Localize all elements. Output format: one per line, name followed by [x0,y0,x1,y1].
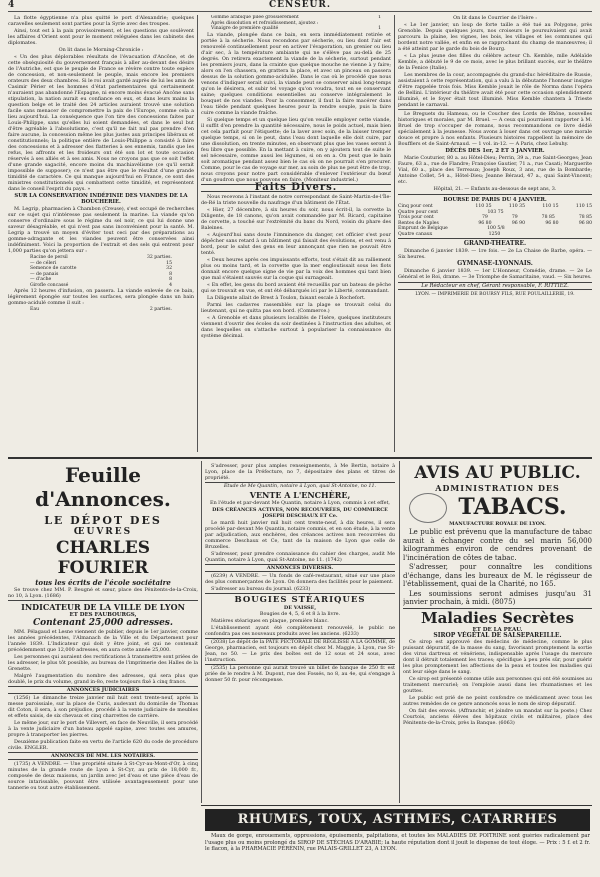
recipe-row: — d'ache 8 [30,277,172,282]
theatre-heading: GYMNASE-LYONNAIS. [457,260,533,267]
rhumes-text [205,833,590,869]
ads-column-right [403,463,592,803]
feuille-annonces-banner: Feuille d'Annonces. [35,463,171,511]
paragraph: MANUFACTURE ROYALE DE LYON. [449,521,546,527]
recipe-list [201,15,391,32]
ads-column-middle [205,463,395,803]
paragraph: « A Grenoble et dans plusieurs localités de l'Isère, quelques instituteurs viennent d'ouvrir des écoles du soir destinées à l'instruction des adultes, et dans lesquelles on s'attache surtout à populariser la connaissance du système décimal. [201,314,391,339]
paragraph: Le même jour, sur le port de Villevert, en face de Neuville, il sera procédé à la vente judiciaire d'un bateau appelé sapine, avec toutes ses amures, propre à transporter les pierres. [8,720,198,738]
paragraph: S'adresser, pour connaître les conditions d'échange, dans les bureaux de M. le régisseur de l'établissement, quai de la Charité, no 165. [403,563,592,588]
recipe-row: Après dissolution et refroidissement, ajoutez : [211,20,319,26]
paragraph: Bougies de 4, 5, 6 et 8 à la livre. [259,611,341,617]
paragraph: Se trouve chez MM. P. Beugné et sœur, place des Pénitents-de-la-Croix, no 10, à Lyon. (1686) [8,587,198,599]
paragraph: Étude de Me Quantin, notaire à Lyon, quai St-Antoine, no 11. [205,482,395,489]
paragraph: Dimanche 6 janvier 1839. — 1er L'Honneur, Comédie, drame. — 2e Le Général et le Roi, drame. — 3e Triomphe de Samaritaine, vaud. — Six heures. [398,268,592,280]
paragraph: (2038) Le dépôt de la PÂTE PECTORALE DE RÉGLISSE A LA GOMME, de George, pharmacien, est toujours en dépôt chez M. Maggie, à Lyon, rue St-Jean, no 50. — Le prix des boîtes est de 12 sous et 24 sous, avec l'instruction. [205,639,395,663]
paragraph: « Un des plus déplorables résultats de l'évacuation d'Ancône, et de cette obséquiosité du gouvernement français à aller au-devant des désirs de l'Autriche, est que le peuple de France se révère contre toute espèce de concession, et non-seulement le peuple, mais encore les premiers orateurs des deux chambres. Si le roi avait gardé auprès de lui les amis de Casimir Périer et les hommes d'état parlementaires qui certainement n'auraient pas abandonné l'Espagne, ni encore moins évacué Ancône sans stipulation, la nation aurait eu confiance en eux, et dans leurs mains la question belge et le traité des 24 articles auraient trouvé une solution facile sans menacer de compromettre la paix de l'Europe, comme cela a lieu aujourd'hui. La conséquence que l'on tire des concessions faites par Louis-Philippe, sans qu'elles lui soient demandées, et dans le seul but d'être agréable à l'absolutisme, c'est qu'il ne fait nul pas prendre d'en faire aucune, la concession même les plus justes aux principes libéraux et constitutionnels; la politique entière de Louis-Philippe a consisté à faire des concessions et à adresser des flatteries à ses ennemis, tandis que les refus, les affronts et les froideurs ont été son lot et toute occasion réservés à ses alliés et à ses amis. Nous ne croyons pas que ce soit l'effet d'une grande sagacité, encore moins du machiavélisme (ce qu'il serait impossible de supposer); ce n'est pas être que le résultat d'une grande timidité de caractère. Ce qui manque aujourd'hui en France, ce sont des ministres constitutionnels qui combattent cette timidité, et représentent dans le conseil l'esprit du pays. » [8,54,194,192]
paragraph: Marie Couturier, 80 a. au Hôtel-Dieu; Perrin, 39 a., rue Saint-Georges; Jean Faure, 63 a., rue de Flandre; Françoise Gautier, 71 a., rue Casati; Marguerite Vial, 60 a., place des Terreaux; Joseph Roux, 3 ans, rue de la Bombarde; Antoine Collet, 54 a., Hôtel-Dieu; Jeanne Béraud, 47 a., quai Saint-Vincent; etc. [398,155,592,185]
paragraph: Maux de gorge, enrouements, oppressions, épuisements, palpitations, et toutes les MALADIES DE POITRINE sont guéries radicalement par l'usage plus ou moins prolongé du SIROP DE STÉCHAS D'ARABIE; la haute réputation dont il jouit le dispense de tout éloge. — Prix : 5 f. et 2 fr. le flacon, à la PHARMACIE PÉRÉNIN, rue PALAIS-GRILLET 23, A LYON. [205,833,590,852]
section-divider [201,805,592,806]
recipe-row: Eau 2 parties. [30,307,172,312]
paragraph: S'adresser, pour plus amples renseignements, à Me Bertin, notaire à Lyon, place de la Préfecture, no 7, dépositaire des plans et titres de propriété. [205,463,395,481]
section-heading: ANNONCES DE MM. LES NOTAIRES. [8,752,198,760]
paragraph: Le public est prévenu que la manufacture de tabac aurait à échanger contre du sel marin 56,000 kilogrammes environ de cendres provenant de l'incinération de côtes de tabac. [403,528,592,562]
paragraph: Nous recevons à l'instant de notre correspondant de Saint-Martin-de-l'Île-de-Ré la triste nouvelle du naufrage d'un bâtiment de l'État. [201,193,391,206]
section-heading: ANNONCES DIVERSES. [205,564,395,572]
paragraph: Après 12 heures d'infusion, on passera. La viande enlevée de ce bain, légèrement épongée sur toutes les surfaces, sera plongée dans un bain gommo-acidulé comme il suit : [8,288,194,306]
paragraph: « En effet, les gens du bord avaient été recueillis par un bateau de pêche qui se trouvait en vue, et ont été débarqués ici par le Liberté, commandant. [201,281,391,294]
indicateur-addresses: Contenant 25,000 adresses. [32,618,174,628]
paragraph: (6239) A VENDRE. — Un fonds de café-restaurant, situé sur une place des plus commerçantes de Lyon. On donnera des facilités pour le paiement. [205,573,395,585]
section-heading: DÉCÈS DES 1er, 2 ET 3 JANVIER. [445,148,545,154]
maladies-title: Maladies Secrètes [403,608,592,627]
bougies-sub: DE VAISSE, [283,605,317,611]
paragraph: Les soumissions seront admises jusqu'au 31 janvier prochain, à midi. (8075) [403,589,592,606]
avis-admin: ADMINISTRATION DES [435,483,560,493]
theatre-heading: GRAND-THEATRE. [463,240,527,247]
paragraph: Ce sirop est approuvé des médecins de médecine, comme le plus puissant dépuratif, de la masse du sang, favorisant promptement la sortie des virus dartreux et vénériens, indispensable après l'usage du mercure dont il détruit totalement les traces; spécifique à peu près sûr, pour guérir les plus promptement les affections de la peau et toutes les maladies qui ont leur siège dans le sang. [403,638,592,675]
paragraph: La Diligente allait de Brest à Toulon, faisant escale à Rochefort. [207,294,366,301]
paragraph: On lit dans le Courrier de l'Isère : [453,15,537,21]
bourse-row: Rentes de Naples 96 80 96 90 96 80 96 80 [398,220,592,226]
paragraph: Le Breguets du Hameau, ou le Coucher des Lords de Rhône, nouvelles historiques et morales, par M. Bruel. — A ceux qui pourraient rapporter à M. Bruel de trop s'occuper de romans, nous recommandons ce livre dédié spécialement à la jeunesse. Nous avons à louer dans cet ouvrage une morale douce et propre à nos enfants. Plusieurs histoires rappellent la mémoire de Boufflers et de Saint-Arnaud. — 1 vol. in-12. — A Paris, chez Lebuhy. [398,111,592,147]
paragraph: (1256) Le dimanche treize janvier mil huit cent trente-neuf, après la messe paroissiale, sur la place de Curis, audevant du domicile de Thomas dit Coton, il sera, à son préjudice, procédé à la vente judiciaire de meubles et effets saisis, de six chevaux et cinq charrettes de carrière. [8,695,198,719]
tax-stamp-icon [409,493,447,523]
depot-ecrits: tous les écrits de l'école sociétaire [35,578,171,587]
bougies-title: BOUGIES STÉARIQUES [205,593,395,605]
column-divider [394,15,395,452]
recipe-row: Racine de persil 32 parties. [30,255,172,260]
bourse-heading: BOURSE DE PARIS DU 4 JANVIER. [443,197,547,203]
paragraph: Le public est prié de ne point confondre ce médicament avec tous les autres remèdes de ce genre annoncés sous le nom de sirop dépuratif. [403,694,592,707]
bourse-row: Quatre pour cent 103 75 [398,209,504,215]
depot-line: LE DÉPOT DES [44,514,162,527]
paragraph: DES CRÉANCES ACTIVES, NON RECOUVRÉES, DU COMMERCE JOSEPH DESCHAUX ET Ce. [212,507,388,519]
paragraph: Deuxième publication faite en vertu de l'article 620 du code de procédure civile. ENGLER. [8,739,198,751]
avis-tabacs: TABACS. [458,494,567,520]
section-heading: SUR LA CONSERVATION INDÉFINIE DES VIANDES DE LA BOUCHERIE. [14,193,188,205]
paragraph: On fait des envois. (Affranchir, et joindre un mandat sur la poste.) Chez Courtois, anciens élèves des hôpitaux civils et militaires, place des Pénitents-de-la-Croix, près la Banque. (6063) [403,707,592,726]
maladies-sub: ET DE LA PEAU. [472,626,523,633]
column-divider [201,461,202,803]
paragraph: « Hier, 27 décembre, à six heures du soir, nous écrit-il, la corvette la Diligente, de 18 canons, qu'on avait commandée par M. Ricard, capitaine de corvette, a touché sur l'extrémité du banc du Nord, voisin du phare des Baleines. [201,206,391,231]
paragraph: Parmi les cadavres rassemblés sur la plage se trouvait celui du lieutenant, qui ne quitta pas son bord. (Commerce.) [201,301,391,314]
recipe-row: — de panais 8 [30,271,172,277]
bourse-row: Quatre canaux 1250 [398,231,501,237]
bourse-row: Trois pour cent 79 79 78 85 78 85 [398,215,592,220]
paragraph: Malgré l'augmentation du nombre des adresses, qui sera plus que doublé, le prix du volume, grand in-8o, reste toujours fixé à cinq francs. [8,673,198,685]
indicateur-title: INDICATEUR DE LA VILLE DE LYON [8,600,198,612]
ads-column-left [8,463,198,863]
paragraph: (1735) A VENDRE. — Une propriété située à St-Cyr-au-Mont-d'Or, à cinq minutes de la grande route de Lyon à St-Cyr, au prix de 18,000 fr., composée de deux maisons, un jardin avec jet d'eau et une pièce d'eau de source intarissable, pouvant être utilisée avantageusement pour une tannerie ou tout autre établissement. [8,761,198,791]
paragraph: En l'étude et par-devant Me Quantin, notaire à Lyon, commis à cet effet, [210,500,390,506]
paragraph: « La plus jeune des filles du célèbre acteur Ch. Kemble, mlle Adélaïde Kemble, a débuté le 9 de ce mois, avec le plus brillant succès, sur le théâtre de la Fenice (Italie). [398,53,592,71]
section-heading-faits-divers: Faits Divers. [201,184,391,192]
recipe-row: Gomme arabique pilée grossièrement 1 [211,15,381,20]
paragraph: Dimanche 6 janvier 1839. — 1re fois. — 2e La Chaise de Barbe, opéra. — Six heures. [398,248,592,260]
recipe-list [8,255,194,288]
paragraph: Le mardi huit janvier mil huit cent trente-neuf, à dix heures, il sera procédé par-devant Me Quantin, notaire commis, et en son étude, à la vente par adjudication, aux enchères, des créances actives non recouvrées du commerce Deschaux et Ce, tant de la maison de Lyon que celle de Bruxelles. [205,520,395,550]
page-number: 4 [8,0,15,10]
column-divider [399,461,400,803]
depot-oeuvres: ŒUVRES [73,527,133,537]
depot-fourier: CHARLES FOURIER [55,538,151,578]
paragraph: S'adresser, pour prendre connaissance du cahier des charges, audit Me Quantin, notaire à Lyon, quai St-Antoine, no 11. (1742) [205,551,395,563]
rhumes-title: RHUMES, TOUX, ASTHMES, CATARRHES [237,812,558,827]
paragraph: On lit dans le Morning-Chronicle : [58,47,144,53]
paragraph: « Deux heures après ces impuissants efforts, tout s'était dit au ralliement plus ou moins tard, et la corvette que la mer engloutissait sous les flots donnait encore quelque signe de vie par la voix des hommes qui tant bien que mal s'étaient sauvés sur la coque qui surnageait. [201,256,391,281]
maladies-sirop: SIROP VÉGÉTAL DE SALSEPAREILLE. [433,631,562,639]
paragraph: La viande, plongée dans ce bain, en sera immédiatement retirée et portée à la sécherie. Nous recondons par sécherie, ou lieu dont l'air est renouvelé continuellement pour en activer l'évaporation, un grenier ou lieu d'air sec, à la température ambiante qui ne s'élève pas au-delà de 25 degrés. On retirera exactement la viande de la sécherie, surtout pendant les premiers jours, dans la crainte que quelque mouche ne vienne à y faire; alors on l'en chassera, en grattera la place, et avec un pinceau on passera dessus de la solution gommo-acidulée. Dans le cas où le procédé que nous venons d'indiquer serait suivi, la viande peut se conserver ainsi long-temps qu'on le désirera, et subir tel voyage qu'on voudra, tout en se conservant saine; quelques conditions essentielles au conserve intégralement le bouquet de nos viandes. Pour la consommer, il faut la faire macérer dans l'eau tiède pendant quelques heures pour la rendre souple, puis la faire cuire comme la viande fraîche. [201,31,391,116]
paragraph: La flotte égyptienne n'a plus quitté le port d'Alexandrie; quelques caravelles seulement sont parties pour la Syrie avec des troupes. [8,15,194,27]
section-divider [8,457,592,459]
indicateur-sub: ET DES FAUBOURGS, [69,612,137,618]
column-2 [201,15,391,455]
paragraph: Hôpital, 21. — Enfants au-dessous de sept ans, 3. [433,186,557,192]
column-divider [197,15,198,452]
recipe-row: Girofle concassé 4 [30,282,172,288]
recipe-row: Vinaigre de première qualité 1 [211,26,381,31]
paragraph: « Le 1er janvier, un loup de forte taille a été tué au Polygone, près Grenoble. Depuis quelques jours, nos croiseurs le poursuivaient qui avait parcouru la plaine, les vignes, les bois, les villages et les communes qui bordent notre vallée, et enfin en se rapprochant du champ de manœuvres; il a été atteint par le garde du bois de Bourg. [398,22,592,52]
paragraph: M. Legrip, pharmacien à Chambon (Creuse), s'est occupé de recherches sur ce sujet qui n'intéresse pas seulement la marine. La viande qu'on conserve d'ordinaire sous le régime du sel noir, ce qui lui donne une saveur désagréable, et qui n'est pas sans inconvénient pour la santé. M. Legrip a trouvé un moyen d'éviter tout ceci par des préparations au gomme-adragante et les viandes peuvent être conservées ainsi indéfiniment. Voici la proportion de l'extrait et des sels qui entrent pour 1,000 parties qu'on jettera sur : [8,206,194,254]
paragraph: Les personnes qui auraient des rectifications à transmettre sont priées de les adresser, le plus tôt possible, au bureau de l'imprimerie des Halles de la Grenette. [8,654,198,672]
bourse-row: Emprunt de Belgique 100 5/8 [398,226,505,231]
editor-line: Le Rédacteur en chef, Gérant responsable, F. RITTIEZ. [398,282,592,290]
paragraph: S'adresser au bureau du journal. (6233) [211,586,311,592]
avis-title: AVIS AU PUBLIC. [414,463,581,483]
paragraph: Si quelque temps et un quelque lieu qu'on veuille employer cette viande, il suffit d'en prendre la quantité nécessaire, nous le poids actuel, mais bien cet cela parfait pour l'étiquette; de la laver avec soin, de la laisser tremper quelque temps, si on le peut, dans l'eau dont laquelle elle doit cuire, par une dissolution, en trente minutes, en observant plus que les vases seront à feu libre que possible. En la mettant à cuire, on y ajoutera tout de suite le sel nécessaire, comme aussi les légumes, si on en a. On peut que le bain soit aromatique pendant assez bien le cas où on ne pourrait s'en procurer. Comme, pour le cas de voyage sur mer, au soin de plus ne peut être de trop, nous croyons pour notre part considérable d'enlever l'extérieur du bœuf d'un goudron que nous pouvons en faire. (Moniteur industriel.) [201,116,391,183]
masthead [8,0,592,12]
paragraph: Ainsi, tout est à la paix provisoirement, et les questions que soulèvent les affaires d'Orient sont pour le moment reléguées dans les cabinets des diplomates. [8,28,194,46]
column-1 [8,15,194,455]
column-3 [398,15,592,455]
section-heading: ANNONCES JUDICIAIRES [8,686,198,694]
paragraph: Les membres de la cour, accompagnés du grand-duc héréditaire de Russie, assistaient à cette représentation, qui a valu à la débutante l'honneur insigne d'être rappelée trois fois. Miss Kemble jouait le rôle de Norma dans l'opéra de Bellini. L'intérieur du théâtre avait été pour cette occasion splendidement illuminé, et le foyer était tout illuminé. Miss Kemble chantera à Trieste pendant le carnaval. [398,72,592,108]
recipe-list [8,307,194,313]
recipe-row: — de céleri 15 [30,260,172,266]
paragraph: (2535) La personne qui aurait trouvé un billet de banque de 250 fr. est priée de le rendre à M. Dupont, rue des Fossés, no 8, au 4e, qui s'engage à donner 50 fr. pour récompense. [205,665,395,683]
paragraph: « Aujourd'hui sans doute l'imminence du danger, cet officier s'est pour dépêcher sans retard à un bâtiment qui faisait des évolutions, et est venu à bord, pour le salut des gens en leur annonçant que rien ne pouvait être tenté. [201,231,391,256]
bourse-table [398,194,592,239]
vente-title: VENTE A L'ENCHÈRE, [249,490,351,500]
paragraph: MM. Pélagaud et Lesne viennent de publier, depuis le 1er janvier, comme les années précédentes, l'Almanach de la Ville et du Département pour l'année 1839. L'Indicateur qui doit y être joint, et qui ne contenait précédemment que 12,000 adresses, en aura cette année 25,000. [8,629,198,653]
paragraph: Matières stéariques en plaque, première blanc. [211,618,329,624]
rhumes-banner [205,809,590,831]
printer-line: LYON. — IMPRIMERIE DE BOURSY FILS, RUE POULAILLERIE, 19. [415,292,575,297]
recipe-row: Semence de carotte 32 [30,266,172,271]
paragraph: L'établissement ayant été complètement renouvelé, le public ne confondra pas ces nouveaux produits avec les anciens. (6233) [205,625,395,637]
masthead-title: CENSEUR. [268,0,332,10]
paragraph: Ce sirop est présenté comme utile aux personnes qui ont été soumises au traitement mercuriel; on l'emploie aussi dans les rhumatismes et les gouttes. [403,675,592,694]
bourse-row: Cinq pour cent 110 35 110 35 110 15 110 15 [398,204,592,209]
